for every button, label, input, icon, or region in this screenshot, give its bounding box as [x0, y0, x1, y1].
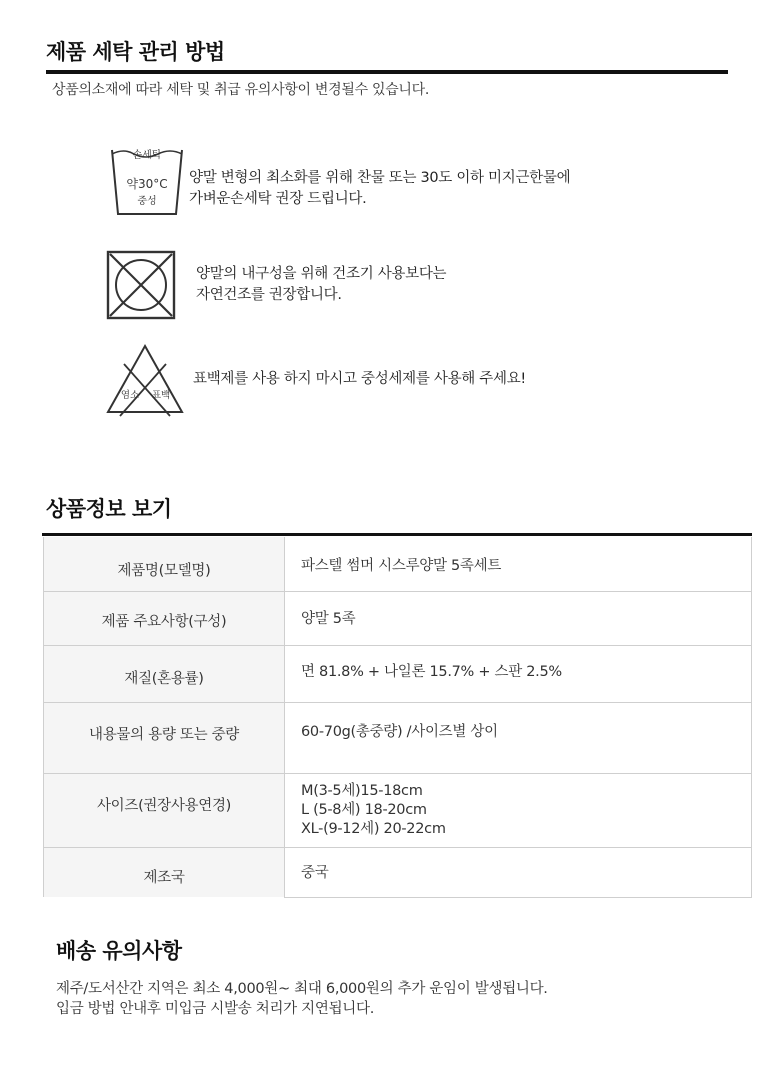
care-section-title: 제품 세탁 관리 방법 [46, 40, 225, 64]
row-value: M(3-5세)15-18cm L (5-8세) 18-20cm XL-(9-12세) 20-22cm [285, 773, 752, 847]
row-label: 제품명(모델명) [44, 537, 285, 591]
care-item-no-bleach [100, 342, 660, 420]
care-item-text [189, 168, 570, 210]
row-label: 재질(혼용률) [44, 645, 285, 702]
no-bleach-label-left: 염소 [120, 390, 140, 401]
care-title-divider [46, 70, 728, 74]
care-item-text [196, 264, 446, 306]
product-info-divider [42, 533, 752, 536]
table-row [44, 773, 752, 847]
table-row [44, 537, 752, 591]
row-label: 제조국 [44, 847, 285, 897]
row-value: 60-70g(총중량) /사이즈별 상이 [285, 702, 752, 773]
hand-wash-label-top: 손세탁 [132, 150, 162, 161]
table-row [44, 847, 752, 897]
product-info-table [43, 537, 752, 898]
care-notice: 상품의소재에 따라 세탁 및 취급 유의사항이 변경될수 있습니다. [52, 82, 430, 98]
care-text-line: 표백제를 사용 하지 마시고 중성세제를 사용해 주세요! [193, 371, 526, 387]
hand-wash-icon [108, 144, 188, 224]
row-value: 파스텔 썸머 시스루양말 5족세트 [285, 537, 752, 591]
care-text-line: 가벼운손세탁 권장 드립니다. [189, 191, 367, 207]
no-bleach-icon [104, 342, 186, 420]
table-row [44, 591, 752, 645]
no-tumble-dry-icon [104, 248, 178, 322]
row-label: 사이즈(권장사용연경) [44, 773, 285, 847]
row-value: 양말 5족 [285, 591, 752, 645]
care-item-no-tumble-dry [100, 248, 660, 322]
care-item-hand-wash [100, 144, 660, 224]
table-row [44, 645, 752, 702]
care-text-line: 양말 변형의 최소화를 위해 찬물 또는 30도 이하 미지근한물에 [189, 170, 571, 186]
row-label: 내용물의 용량 또는 중량 [44, 702, 285, 773]
row-value: 면 81.8% + 나일론 15.7% + 스판 2.5% [285, 645, 752, 702]
row-label: 제품 주요사항(구성) [44, 591, 285, 645]
shipping-notice-title: 배송 유의사항 [56, 939, 182, 963]
care-item-text [193, 369, 526, 390]
hand-wash-label-temp: 약30°C [126, 177, 168, 191]
shipping-notice-line: 제주/도서산간 지역은 최소 4,000원~ 최대 6,000원의 추가 운임이 발생됩니다. [56, 981, 548, 997]
table-row [44, 702, 752, 773]
product-info-title: 상품정보 보기 [46, 497, 172, 521]
care-text-line: 양말의 내구성을 위해 건조기 사용보다는 [196, 266, 447, 282]
hand-wash-label-bottom: 중성 [137, 196, 157, 207]
shipping-notice-line: 입금 방법 안내후 미입금 시발송 처리가 지연됩니다. [56, 1001, 375, 1017]
no-bleach-label-right: 표백 [151, 390, 171, 401]
care-text-line: 자연건조를 권장합니다. [196, 287, 342, 303]
row-value: 중국 [285, 847, 752, 897]
